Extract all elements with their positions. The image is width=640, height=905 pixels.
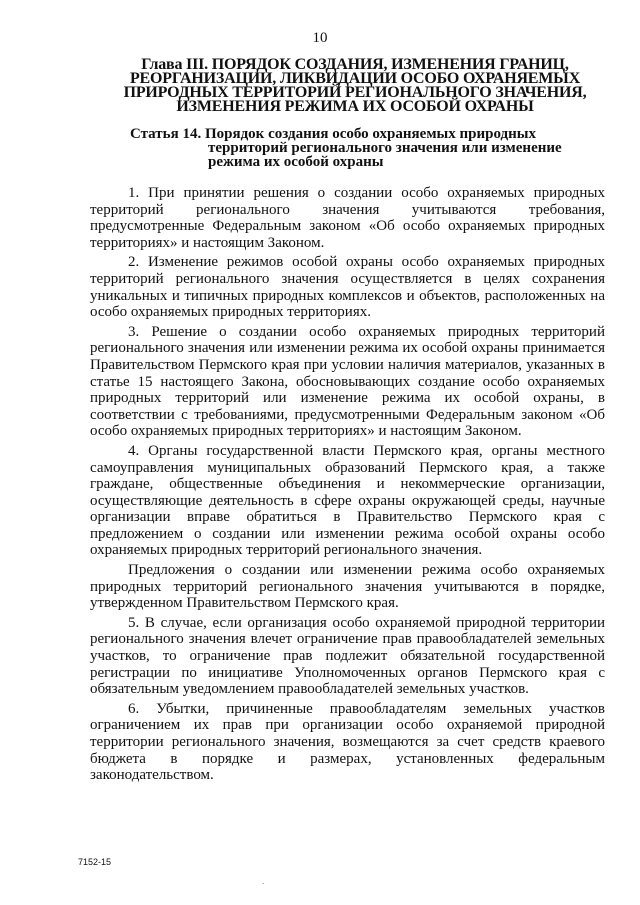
footer-mark: . bbox=[262, 876, 265, 886]
paragraph-3: 3. Решение о создании особо охраняемых природных территорий регионального значения или изменении режима их особой охраны принимается Правительством Пермского края при условии наличия материалов, указанных в статье 15 настоящего Закона, обосновывающих создание особо охраняемых природных территорий или изменение режима их особой охраны, в соответствии с требованиями, предусмотренными Федеральным законом «Об особо охраняемых природных территориях» и настоящим Законом. bbox=[90, 323, 605, 440]
article-body bbox=[90, 185, 605, 787]
paragraph-4: 4. Органы государственной власти Пермского края, органы местного самоуправления муниципальных образований Пермского края, а также граждане, общественные объединения и некоммерческие организации, осуществляющие деятельность в сфере охраны окружающей среды, научные организации вправе обратиться в Правительство Пермского края с предложением о создании или изменении режима особой охраны особо охраняемых природных территорий регионального значения. bbox=[90, 442, 605, 559]
paragraph-5: 5. В случае, если организация особо охраняемой природной территории регионального значения влечет ограничение прав правообладателей земельных участков, то ограничение прав подлежит обязательной государственной регистрации по инициативе Уполномоченных органов Пермского края с обязательным уведомлением правообладателей земельных участков. bbox=[90, 614, 605, 698]
paragraph-6: 6. Убытки, причиненные правообладателям земельных участков ограничением их прав при организации особо охраняемой природной территории регионального значения, возмещаются за счет средств краевого бюджета в порядке и размерах, установленных федеральным законодательством. bbox=[90, 700, 605, 784]
chapter-title: Глава III. ПОРЯДОК СОЗДАНИЯ, ИЗМЕНЕНИЯ ГРАНИЦ, РЕОРГАНИЗАЦИИ, ЛИКВИДАЦИИ ОСОБО ОХРАНЯЕМЫХ ПРИРОДНЫХ ТЕРРИТОРИЙ РЕГИОНАЛЬНОГО ЗНАЧЕНИЯ, ИЗМЕНЕНИЯ РЕЖИМА ИХ ОСОБОЙ ОХРАНЫ bbox=[123, 56, 587, 115]
paragraph-1: 1. При принятии решения о создании особо охраняемых природных территорий регионального значения учитываются требования, предусмотренные Федеральным законом «Об особо охраняемых природных территориях» и настоящим Законом. bbox=[90, 185, 605, 251]
document-code: 7152-15 bbox=[78, 857, 112, 867]
paragraph-4-continuation: Предложения о создании или изменении режима особо охраняемых природных территорий регионального значения учитываются в порядке, утвержденном Правительством Пермского края. bbox=[90, 562, 605, 612]
article-title-line1: Статья 14. Порядок создания особо охраняемых природных bbox=[130, 126, 536, 142]
page-number: 10 bbox=[312, 30, 328, 46]
paragraph-2: 2. Изменение режимов особой охраны особо охраняемых природных территорий регионального значения осуществляется в целях сохранения уникальных и типичных природных комплексов и объектов, расположенных на особо охраняемых природных территориях. bbox=[90, 254, 605, 321]
article-title bbox=[130, 127, 570, 169]
article-title-line2: территорий регионального значения или изменение режима их особой охраны bbox=[208, 140, 562, 170]
